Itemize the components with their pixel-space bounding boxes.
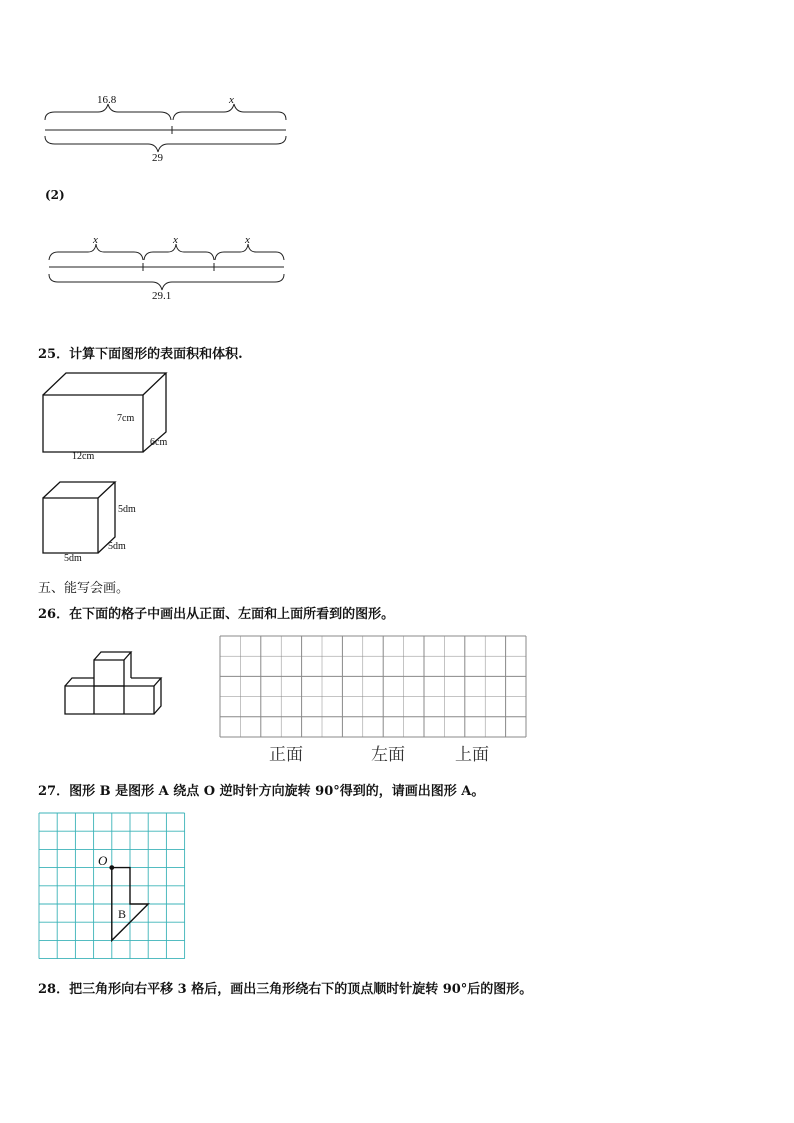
view-label-front: 正面 [269, 745, 303, 765]
cuboid-figure [38, 370, 188, 465]
cube-stack-drawing [60, 648, 170, 720]
segment-diagram-1 [40, 92, 300, 172]
cube-figure [38, 480, 158, 570]
diagram2-label-x-1: x [93, 234, 98, 246]
segment-diagram-1-lines [40, 92, 300, 172]
cuboid-depth-label: 6cm [150, 437, 168, 448]
cube-stack-figure [60, 648, 170, 720]
cuboid-height-label: 7cm [117, 413, 135, 424]
cuboid-drawing [38, 370, 188, 465]
diagram1-label-x: x [229, 94, 234, 106]
question-25: 25．计算下面图形的表面积和体积. [38, 347, 243, 362]
diagram2-label-x-2: x [173, 234, 178, 246]
diagram1-label-total: 29 [152, 152, 163, 164]
rotation-grid-container [38, 812, 188, 962]
diagram1-label-16-8: 16.8 [97, 94, 117, 106]
section-5-heading: 五、能写会画。 [38, 581, 130, 596]
view-label-left: 左面 [371, 745, 405, 765]
cube-height-label: 5dm [118, 504, 136, 515]
cuboid-length-label: 12cm [72, 451, 95, 462]
rotation-grid[interactable] [38, 812, 188, 962]
shape-b-label: B [118, 907, 127, 921]
part-2-label: (2) [45, 188, 65, 202]
point-o-label: O [98, 853, 108, 868]
view-grid[interactable] [219, 635, 526, 737]
segment-diagram-2 [44, 232, 294, 312]
point-o [109, 865, 114, 870]
cube-drawing [38, 480, 158, 570]
question-28: 28．把三角形向右平移 3 格后，画出三角形绕右下的顶点顺时针旋转 90°后的图形。 [38, 982, 533, 997]
question-26: 26．在下面的格子中画出从正面、左面和上面所看到的图形。 [38, 607, 395, 622]
question-27: 27．图形 B 是图形 A 绕点 O 逆时针方向旋转 90°得到的，请画出图形 A。 [38, 784, 485, 799]
view-grid-container [219, 635, 526, 765]
cube-length-label: 5dm [64, 553, 82, 564]
diagram2-label-total: 29.1 [152, 290, 172, 302]
view-label-top: 上面 [455, 745, 489, 765]
diagram2-label-x-3: x [245, 234, 250, 246]
cube-depth-label: 5dm [108, 541, 126, 552]
